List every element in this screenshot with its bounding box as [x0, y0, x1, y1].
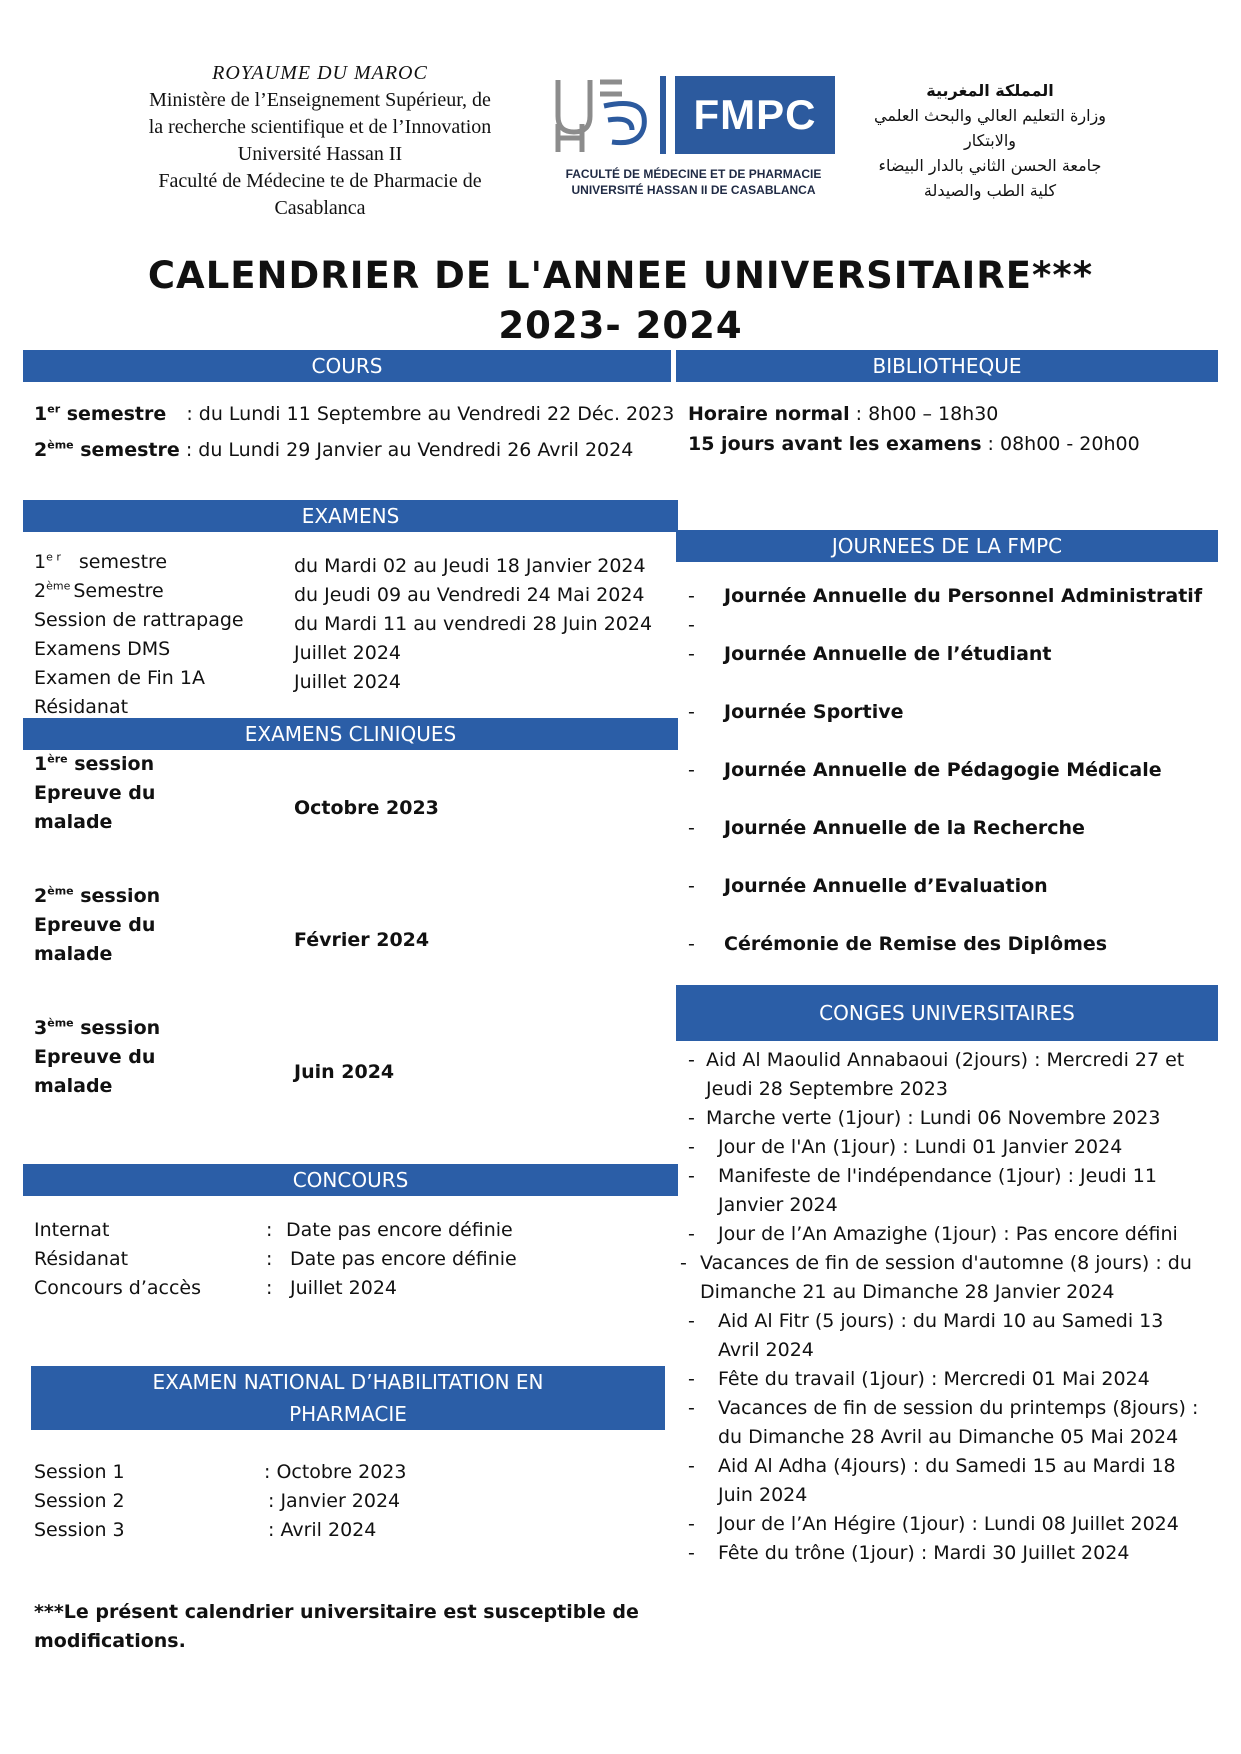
conge-text-8: Vacances de fin de session d'automne (8 jours) : du	[700, 1252, 1192, 1274]
conge-dash-10: -	[688, 1310, 695, 1332]
footnote	[34, 1598, 639, 1656]
conge-line	[688, 1046, 1184, 1075]
journee-dash-4: -	[688, 701, 695, 723]
examens-r2-sup: ème	[46, 579, 71, 593]
journee-dash-5: -	[688, 759, 695, 781]
clinique-session-3-line-3: malade	[34, 1075, 113, 1097]
header-left-block	[85, 60, 555, 222]
logo-subtitle-line-2: UNIVERSITÉ HASSAN II DE CASABLANCA	[571, 183, 816, 197]
header-left-line-2: Ministère de l’Enseignement Supérieur, de	[149, 89, 491, 111]
header-left-line-6: Casablanca	[274, 197, 366, 219]
header-left-line-1: ROYAUME DU MAROC	[212, 62, 428, 84]
cours-s2-label: semestre	[73, 439, 180, 461]
conge-dash-5: -	[688, 1165, 695, 1187]
conge-text-15: Aid Al Adha (4jours) : du Samedi 15 au Mardi 18	[718, 1455, 1176, 1477]
conge-text-11: Avril 2024	[718, 1339, 814, 1361]
conge-dash-13: -	[688, 1397, 695, 1419]
header-right-line-2: وزارة التعليم العالي والبحث العلمي	[874, 106, 1106, 125]
habilitation-session-3	[34, 1516, 376, 1545]
journee-item	[688, 875, 1208, 897]
cours-s1-sup: er	[47, 402, 61, 416]
conge-line	[718, 1423, 1178, 1452]
fmpc-logo	[552, 76, 835, 206]
section-header-examens	[23, 500, 678, 532]
clinique-session-2-line-2: Epreuve du	[34, 914, 156, 936]
conge-line	[688, 1307, 1163, 1336]
journee-dash-3: -	[688, 643, 695, 665]
concours-sep-2: :	[266, 1248, 273, 1270]
conge-dash-3: -	[688, 1107, 695, 1129]
clinique-s3-sup: ème	[47, 1016, 74, 1030]
logo-subtitle-line-1: FACULTÉ DE MÉDECINE ET DE PHARMACIE	[565, 167, 822, 181]
conge-text-10: Aid Al Fitr (5 jours) : du Mardi 10 au Samedi 13	[718, 1310, 1164, 1332]
header-right-line-5: كلية الطب والصيدلة	[923, 181, 1057, 200]
cours-s1-num: 1	[34, 403, 48, 425]
conge-text-5: Manifeste de l'indépendance (1jour) : Jeudi 11	[718, 1165, 1157, 1187]
conge-dash-4: -	[688, 1136, 695, 1158]
habilitation-value-2: : Janvier 2024	[268, 1490, 401, 1512]
journee-label-4: Journée Sportive	[724, 701, 904, 723]
footnote-line-1: ***Le présent calendrier universitaire est susceptible de	[34, 1601, 639, 1623]
conge-dash-15: -	[688, 1455, 695, 1477]
examens-r1-num: 1	[34, 551, 47, 573]
examens-date-5: Juillet 2024	[294, 671, 402, 693]
examens-date-1: du Mardi 02 au Jeudi 18 Janvier 2024	[294, 555, 646, 577]
conge-text-9: Dimanche 21 au Dimanche 28 Janvier 2024	[700, 1281, 1115, 1303]
uh2-logo-icon	[552, 76, 652, 154]
clinique-s3-num: 3	[34, 1017, 48, 1039]
examens-r1-sup: e r	[46, 550, 61, 564]
clinique-session-1-title	[34, 750, 254, 779]
section-title-conges: CONGES UNIVERSITAIRES	[819, 1001, 1075, 1025]
header-left-line-3: la recherche scientifique et de l’Innovation	[148, 116, 492, 138]
section-header-journees	[676, 530, 1218, 562]
concours-row-acces	[34, 1274, 397, 1303]
concours-row-residanat	[34, 1245, 517, 1274]
cours-s1-label: semestre	[60, 403, 167, 425]
conge-line	[688, 1104, 1160, 1133]
header-left-line-5: Faculté de Médecine te de Pharmacie de	[158, 170, 482, 192]
concours-sep-3: :	[266, 1277, 273, 1299]
clinique-session-3	[34, 1014, 254, 1101]
header-right-line-1: المملكة المغربية	[926, 81, 1054, 100]
conge-text-6: Janvier 2024	[718, 1194, 838, 1216]
journee-item	[688, 759, 1208, 781]
cours-semestre-1	[34, 400, 674, 429]
journee-dash-8: -	[688, 933, 695, 955]
habilitation-value-1: : Octobre 2023	[264, 1461, 407, 1483]
examens-label-2	[34, 577, 284, 606]
clinique-session-2	[34, 882, 254, 969]
cours-s2-num: 2	[34, 439, 48, 461]
cours-s2-sup: ème	[47, 438, 74, 452]
examens-r1-rest: semestre	[78, 551, 168, 573]
section-header-cours	[23, 350, 671, 382]
conge-text-13: Vacances de fin de session du printemps (8jours) :	[718, 1397, 1199, 1419]
logo-separator	[660, 76, 666, 154]
conge-dash-17: -	[688, 1513, 695, 1535]
section-title-concours: CONCOURS	[292, 1168, 409, 1192]
clinique-s1-sup: ère	[47, 752, 68, 766]
journee-item	[688, 817, 1208, 839]
conge-text-14: du Dimanche 28 Avril au Dimanche 05 Mai 2024	[718, 1426, 1179, 1448]
examens-labels	[34, 548, 284, 722]
cours-s2-dates: : du Lundi 29 Janvier au Vendredi 26 Avril 2024	[179, 439, 634, 461]
conge-line	[718, 1336, 814, 1365]
section-header-examens-cliniques	[23, 718, 678, 750]
section-title-cours: COURS	[311, 354, 383, 378]
clinique-session-1-line-2: Epreuve du	[34, 782, 156, 804]
clinique-session-3-line-2: Epreuve du	[34, 1046, 156, 1068]
concours-value-3: Juillet 2024	[290, 1277, 398, 1299]
conge-text-4: Jour de l'An (1jour) : Lundi 01 Janvier 2024	[718, 1136, 1123, 1158]
concours-label-3: Concours d’accès	[34, 1277, 202, 1299]
conge-line	[688, 1394, 1198, 1423]
concours-label-1: Internat	[34, 1219, 110, 1241]
examens-r2-num: 2	[34, 580, 47, 602]
habilitation-label-2: Session 2	[34, 1490, 125, 1512]
bibliotheque-l1-value: : 8h00 – 18h30	[849, 403, 999, 425]
conge-text-16: Juin 2024	[718, 1484, 808, 1506]
clinique-session-2-line-3: malade	[34, 943, 113, 965]
examens-label-3: Session de rattrapage	[34, 609, 244, 631]
clinique-s2-num: 2	[34, 885, 48, 907]
journee-label-6: Journée Annuelle de la Recherche	[724, 817, 1085, 839]
conge-line	[688, 1539, 1129, 1568]
journee-label-1: Journée Annuelle du Personnel Administratif	[724, 585, 1203, 607]
conge-line	[688, 1162, 1157, 1191]
concours-label-2: Résidanat	[34, 1248, 129, 1270]
conge-line	[688, 1220, 1178, 1249]
journee-dash-7: -	[688, 875, 695, 897]
clinique-session-2-date: Février 2024	[294, 929, 430, 951]
section-header-bibliotheque	[676, 350, 1218, 382]
header-right-block	[870, 78, 1110, 203]
concours-value-1: Date pas encore définie	[286, 1219, 513, 1241]
bibliotheque-horaire-examens	[688, 430, 1140, 459]
footnote-line-2: modifications.	[34, 1630, 186, 1652]
clinique-s2-label: session	[73, 885, 161, 907]
section-title-habilitation-1: EXAMEN NATIONAL D’HABILITATION EN	[152, 1370, 544, 1394]
journee-item	[688, 701, 1208, 723]
conge-text-3: Marche verte (1jour) : Lundi 06 Novembre 2023	[706, 1107, 1161, 1129]
conge-dash-1: -	[688, 1049, 695, 1071]
section-title-bibliotheque: BIBLIOTHEQUE	[872, 354, 1022, 378]
examens-date-4: Juillet 2024	[294, 642, 402, 664]
conge-line	[718, 1191, 838, 1220]
conge-line	[688, 1365, 1150, 1394]
clinique-session-2-title	[34, 882, 254, 911]
page-title-year: 2023- 2024	[498, 304, 743, 347]
journee-label-5: Journée Annuelle de Pédagogie Médicale	[724, 759, 1162, 781]
bibliotheque-l2-value: : 08h00 - 20h00	[981, 433, 1140, 455]
conge-dash-12: -	[688, 1368, 695, 1390]
examens-r2-rest: Semestre	[73, 580, 164, 602]
page-title: CALENDRIER DE L'ANNEE UNIVERSITAIRE***	[147, 254, 1094, 297]
conge-dash-18: -	[688, 1542, 695, 1564]
conge-line	[718, 1481, 807, 1510]
conge-dash-7: -	[688, 1223, 695, 1245]
header-right-line-4: جامعة الحسن الثاني بالدار البيضاء	[878, 156, 1102, 175]
journee-label-8: Cérémonie de Remise des Diplômes	[724, 933, 1108, 955]
habilitation-session-1	[34, 1458, 406, 1487]
conge-text-18: Fête du trône (1jour) : Mardi 30 Juillet 2024	[718, 1542, 1130, 1564]
clinique-s1-label: session	[67, 753, 155, 775]
conge-text-12: Fête du travail (1jour) : Mercredi 01 Mai 2024	[718, 1368, 1150, 1390]
journee-label-3: Journée Annuelle de l’étudiant	[724, 643, 1052, 665]
examens-date-2: du Jeudi 09 au Vendredi 24 Mai 2024	[294, 584, 645, 606]
conge-dash-8: -	[680, 1252, 687, 1274]
habilitation-session-2	[34, 1487, 400, 1516]
journee-dash-6: -	[688, 817, 695, 839]
conge-text-1: Aid Al Maoulid Annabaoui (2jours) : Mercredi 27 et	[706, 1049, 1185, 1071]
journee-item	[688, 614, 1208, 636]
conge-text-7: Jour de l’An Amazighe (1jour) : Pas encore défini	[718, 1223, 1178, 1245]
clinique-session-1	[34, 750, 254, 837]
examens-label-6: Résidanat	[34, 696, 129, 718]
section-header-conges	[676, 985, 1218, 1041]
journee-dash-2: -	[688, 614, 695, 636]
journee-dash-1: -	[688, 585, 695, 607]
habilitation-label-1: Session 1	[34, 1461, 125, 1483]
section-title-habilitation-2: PHARMACIE	[289, 1402, 407, 1426]
conge-line	[680, 1249, 1192, 1278]
conge-line	[688, 1133, 1122, 1162]
habilitation-value-3: : Avril 2024	[268, 1519, 377, 1541]
habilitation-label-3: Session 3	[34, 1519, 125, 1541]
concours-sep-1: :	[266, 1219, 273, 1241]
header-right-line-3: والابتكار	[963, 131, 1016, 150]
examens-label-1	[34, 548, 284, 577]
clinique-s1-num: 1	[34, 753, 48, 775]
concours-value-2: Date pas encore définie	[290, 1248, 517, 1270]
concours-row-internat	[34, 1216, 513, 1245]
conge-text-2: Jeudi 28 Septembre 2023	[706, 1078, 948, 1100]
clinique-session-1-date: Octobre 2023	[294, 797, 439, 819]
logo-brand: FMPC	[675, 76, 835, 154]
section-title-journees: JOURNEES DE LA FMPC	[831, 534, 1063, 558]
section-header-concours	[23, 1164, 678, 1196]
examens-date-3: du Mardi 11 au vendredi 28 Juin 2024	[294, 613, 653, 635]
clinique-session-3-title	[34, 1014, 254, 1043]
section-header-habilitation	[31, 1366, 665, 1430]
bibliotheque-horaire-normal	[688, 400, 998, 429]
section-title-examens: EXAMENS	[301, 504, 400, 528]
journee-item	[688, 933, 1208, 955]
conge-line	[700, 1278, 1115, 1307]
header-left-line-4: Université Hassan II	[237, 143, 403, 165]
conge-line	[706, 1075, 948, 1104]
clinique-s3-label: session	[73, 1017, 161, 1039]
cours-s1-dates: : du Lundi 11 Septembre au Vendredi 22 Déc. 2023	[180, 403, 675, 425]
journee-label-7: Journée Annuelle d’Evaluation	[724, 875, 1048, 897]
clinique-s2-sup: ème	[47, 884, 74, 898]
clinique-session-3-date: Juin 2024	[294, 1061, 395, 1083]
journee-item	[688, 643, 1208, 665]
conge-line	[688, 1510, 1179, 1539]
section-title-examens-cliniques: EXAMENS CLINIQUES	[244, 722, 457, 746]
logo-subtitle	[552, 166, 835, 198]
bibliotheque-l2-label: 15 jours avant les examens	[688, 433, 982, 455]
conge-text-17: Jour de l’An Hégire (1jour) : Lundi 08 Juillet 2024	[718, 1513, 1179, 1535]
cours-semestre-2	[34, 436, 633, 465]
examens-label-5: Examen de Fin 1A	[34, 667, 205, 689]
bibliotheque-l1-label: Horaire normal	[688, 403, 850, 425]
journee-item	[688, 585, 1208, 607]
clinique-session-1-line-3: malade	[34, 811, 113, 833]
conge-line	[688, 1452, 1176, 1481]
examens-label-4: Examens DMS	[34, 638, 171, 660]
examens-dates	[294, 552, 674, 697]
